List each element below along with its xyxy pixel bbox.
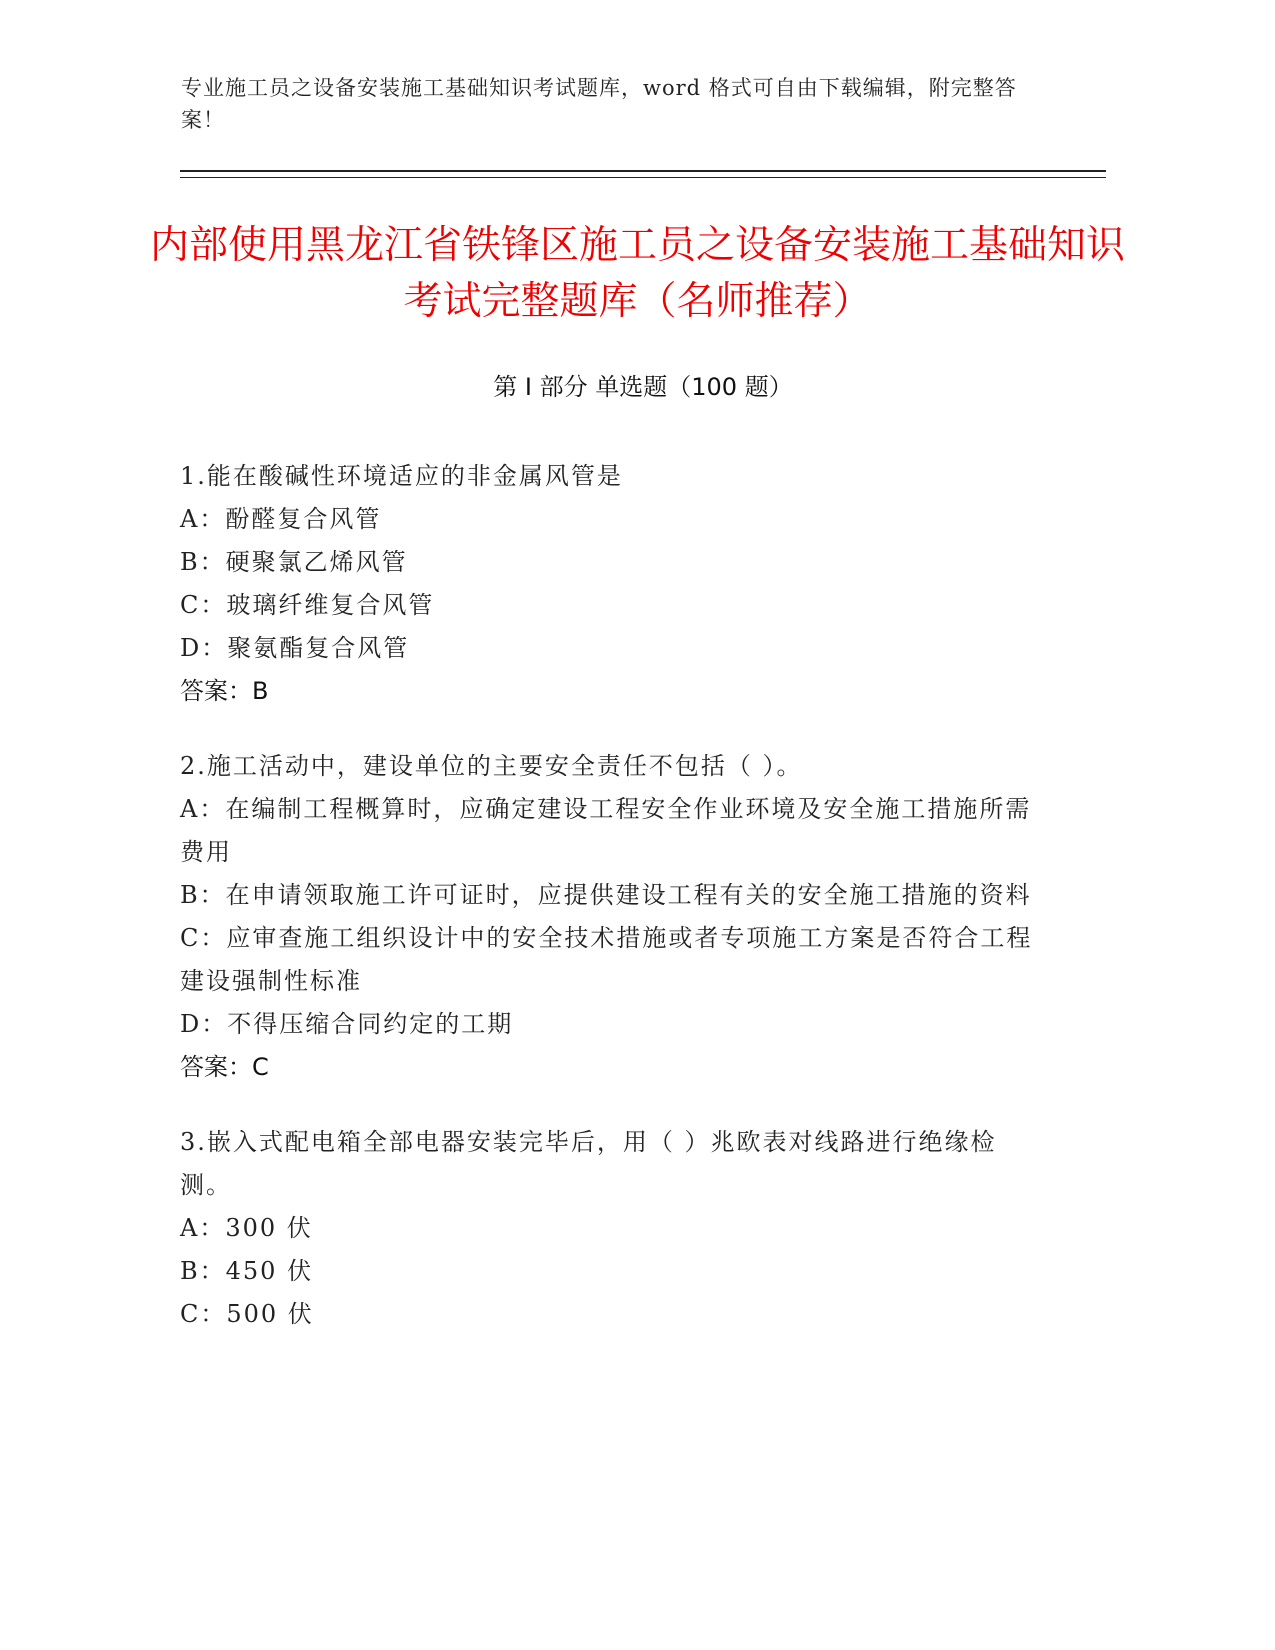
question-1 xyxy=(180,455,1035,713)
option-a: A：酚醛复合风管 xyxy=(180,505,382,533)
section-title: 第 I 部分 单选题（100 题） xyxy=(493,373,793,401)
option-d: D：不得压缩合同约定的工期 xyxy=(180,1010,514,1038)
header-note: 专业施工员之设备安装施工基础知识考试题库，word 格式可自由下载编辑，附完整答案！ xyxy=(181,76,1017,132)
option-c: C：500 伏 xyxy=(180,1300,314,1328)
header-divider xyxy=(180,170,1106,172)
option-b: B：450 伏 xyxy=(180,1257,314,1285)
question-stem: 2.施工活动中，建设单位的主要安全责任不包括（ ）。 xyxy=(180,752,803,780)
document-title: 内部使用黑龙江省铁锋区施工员之设备安装施工基础知识考试完整题库（名师推荐） xyxy=(150,223,1126,324)
option-a: A：在编制工程概算时，应确定建设工程安全作业环境及安全施工措施所需费用 xyxy=(180,795,1032,866)
option-c: C：应审查施工组织设计中的安全技术措施或者专项施工方案是否符合工程建设强制性标准 xyxy=(180,924,1033,995)
option-c: C：玻璃纤维复合风管 xyxy=(180,591,435,619)
question-2 xyxy=(180,745,1035,1089)
header-divider-thin xyxy=(180,177,1106,178)
option-d: D：聚氨酯复合风管 xyxy=(180,634,410,662)
question-stem: 3.嵌入式配电箱全部电器安装完毕后，用（ ）兆欧表对线路进行绝缘检测。 xyxy=(180,1128,997,1199)
option-b: B：硬聚氯乙烯风管 xyxy=(180,548,408,576)
question-stem: 1.能在酸碱性环境适应的非金属风管是 xyxy=(180,462,623,490)
option-b: B：在申请领取施工许可证时，应提供建设工程有关的安全施工措施的资料 xyxy=(180,881,1032,909)
answer-label: 答案：C xyxy=(180,1053,269,1081)
question-list xyxy=(180,455,1035,1368)
question-3 xyxy=(180,1121,1035,1336)
answer-label: 答案：B xyxy=(180,677,269,705)
option-a: A：300 伏 xyxy=(180,1214,313,1242)
